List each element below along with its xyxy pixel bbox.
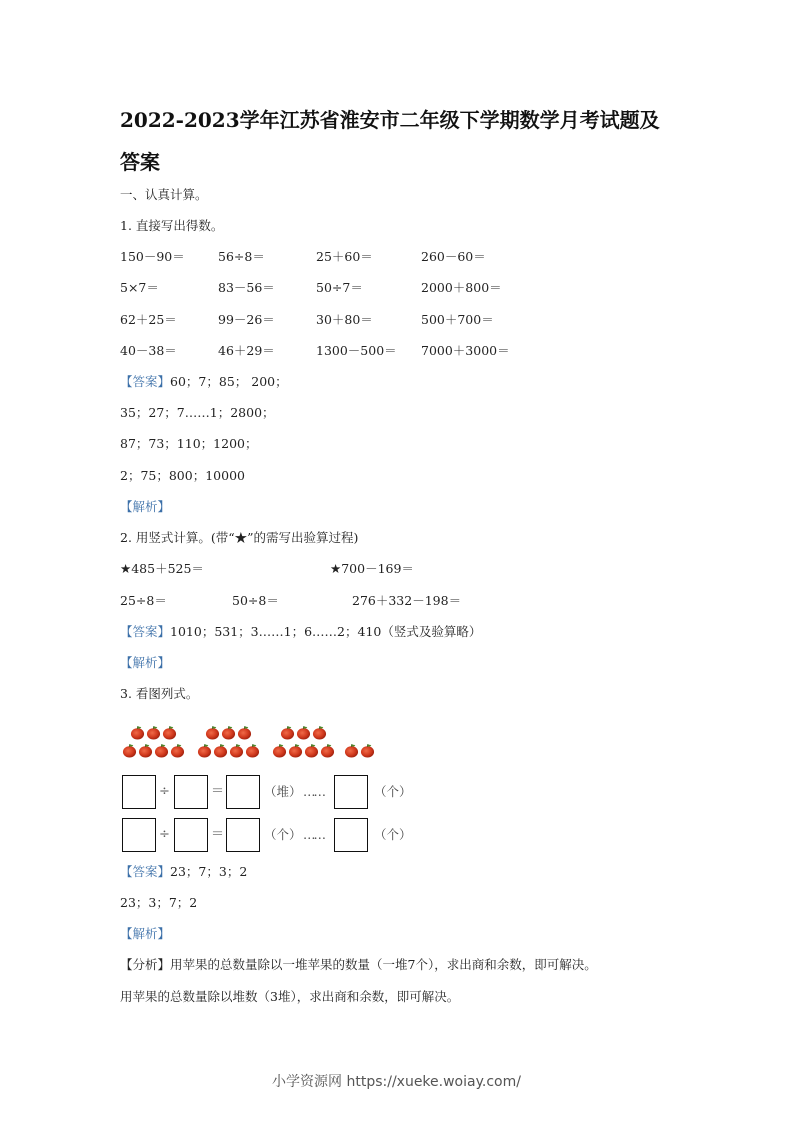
q1-problem: 62＋25＝ <box>120 312 177 327</box>
answer-box[interactable] <box>226 818 260 852</box>
remainder-dots: …… <box>303 827 324 842</box>
apple-icon <box>360 743 375 758</box>
apple-icon <box>170 743 185 758</box>
unit-label: （堆） <box>264 784 302 799</box>
q1-answer-line: 35；27；7……1；2800； <box>120 405 275 420</box>
apple-icon <box>221 725 236 740</box>
q1-problem: 50÷7＝ <box>316 280 363 295</box>
q1-problem: 40－38＝ <box>120 343 177 358</box>
q1-problem: 2000＋800＝ <box>421 280 502 295</box>
apple-icon <box>213 743 228 758</box>
answer-tag: 【答案】 <box>120 864 171 879</box>
apple-icon <box>245 743 260 758</box>
q1-problem: 56÷8＝ <box>218 249 265 264</box>
q1-problem: 99－26＝ <box>218 312 275 327</box>
q1-problem: 1300－500＝ <box>316 343 397 358</box>
fenxi-tag: 【分析】 <box>120 957 171 972</box>
unit-label: （个） <box>374 784 412 799</box>
equals-sign: ＝ <box>211 784 225 799</box>
q2-answer-text: 1010；531；3……1；6……2；410（竖式及验算略） <box>170 624 482 639</box>
q2-problem-starred: ★485＋525＝ <box>120 561 204 576</box>
apple-icon <box>138 743 153 758</box>
answer-box[interactable] <box>334 775 368 809</box>
answer-box[interactable] <box>334 818 368 852</box>
unit-label: （个） <box>264 827 302 842</box>
divide-sign: ÷ <box>159 827 170 842</box>
q2-analysis-tag: 【解析】 <box>120 655 171 670</box>
q1-problem: 500＋700＝ <box>421 312 494 327</box>
apple-icon <box>237 725 252 740</box>
q1-problem: 30＋80＝ <box>316 312 373 327</box>
q2-problem-starred: ★700－169＝ <box>330 561 414 576</box>
apple-icon <box>280 725 295 740</box>
q1-analysis-tag: 【解析】 <box>120 499 171 514</box>
q2-problem: 276＋332－198＝ <box>352 593 462 608</box>
q1-answer-line: 2；75；800；10000 <box>120 468 245 483</box>
q3-fenxi <box>120 957 597 973</box>
footer-watermark: 小学资源网 https://xueke.woiay.com/ <box>272 1074 521 1090</box>
q1-problem: 260－60＝ <box>421 249 486 264</box>
apple-icon <box>288 743 303 758</box>
q3-analysis-tag: 【解析】 <box>120 926 171 941</box>
q1-answer-line: 87；73；110；1200； <box>120 436 258 451</box>
apple-icon <box>272 743 287 758</box>
q2-problem: 25÷8＝ <box>120 593 167 608</box>
apple-icon <box>130 725 145 740</box>
q3-answer-line: 23；3；7；2 <box>120 895 198 910</box>
q2-prompt: 2. 用竖式计算。(带“★”的需写出验算过程) <box>120 530 359 545</box>
equals-sign: ＝ <box>211 827 225 842</box>
apple-icon <box>312 725 327 740</box>
apple-icon <box>197 743 212 758</box>
answer-box[interactable] <box>226 775 260 809</box>
apple-icon <box>296 725 311 740</box>
q1-problem: 25＋60＝ <box>316 249 373 264</box>
answer-box[interactable] <box>122 818 156 852</box>
fenxi-line: 用苹果的总数量除以一堆苹果的数量（一堆7个），求出商和余数，即可解决。 <box>170 957 597 972</box>
document-title-line2: 答案 <box>120 150 160 174</box>
answer-box[interactable] <box>122 775 156 809</box>
answer-box[interactable] <box>174 775 208 809</box>
answer-box[interactable] <box>174 818 208 852</box>
apple-icon <box>205 725 220 740</box>
apple-icon <box>344 743 359 758</box>
q1-answer <box>120 374 288 390</box>
q1-problem: 7000＋3000＝ <box>421 343 510 358</box>
q1-answer-line: 60；7；85； 200； <box>170 374 288 389</box>
q3-answer-line: 23；7；3；2 <box>170 864 248 879</box>
apple-icon <box>122 743 137 758</box>
q1-problem: 5×7＝ <box>120 280 159 295</box>
q1-problem: 46＋29＝ <box>218 343 275 358</box>
fenxi-line: 用苹果的总数量除以堆数（3堆），求出商和余数，即可解决。 <box>120 989 460 1004</box>
answer-tag: 【答案】 <box>120 624 171 639</box>
apple-icon <box>320 743 335 758</box>
document-title-line1: 2022-2023学年江苏省淮安市二年级下学期数学月考试题及 <box>120 108 660 132</box>
answer-tag: 【答案】 <box>120 374 171 389</box>
q1-problem: 150－90＝ <box>120 249 185 264</box>
apple-icon <box>146 725 161 740</box>
q1-prompt: 1. 直接写出得数。 <box>120 218 224 233</box>
q2-problem: 50÷8＝ <box>232 593 279 608</box>
divide-sign: ÷ <box>159 784 170 799</box>
unit-label: （个） <box>374 827 412 842</box>
apple-icon <box>154 743 169 758</box>
apple-icon <box>162 725 177 740</box>
apple-icon <box>229 743 244 758</box>
q3-answer <box>120 864 247 880</box>
q1-problem: 83－56＝ <box>218 280 275 295</box>
q2-answer <box>120 624 481 640</box>
section-heading: 一、认真计算。 <box>120 187 208 202</box>
apple-icon <box>304 743 319 758</box>
q3-prompt: 3. 看图列式。 <box>120 686 199 701</box>
remainder-dots: …… <box>303 784 324 799</box>
